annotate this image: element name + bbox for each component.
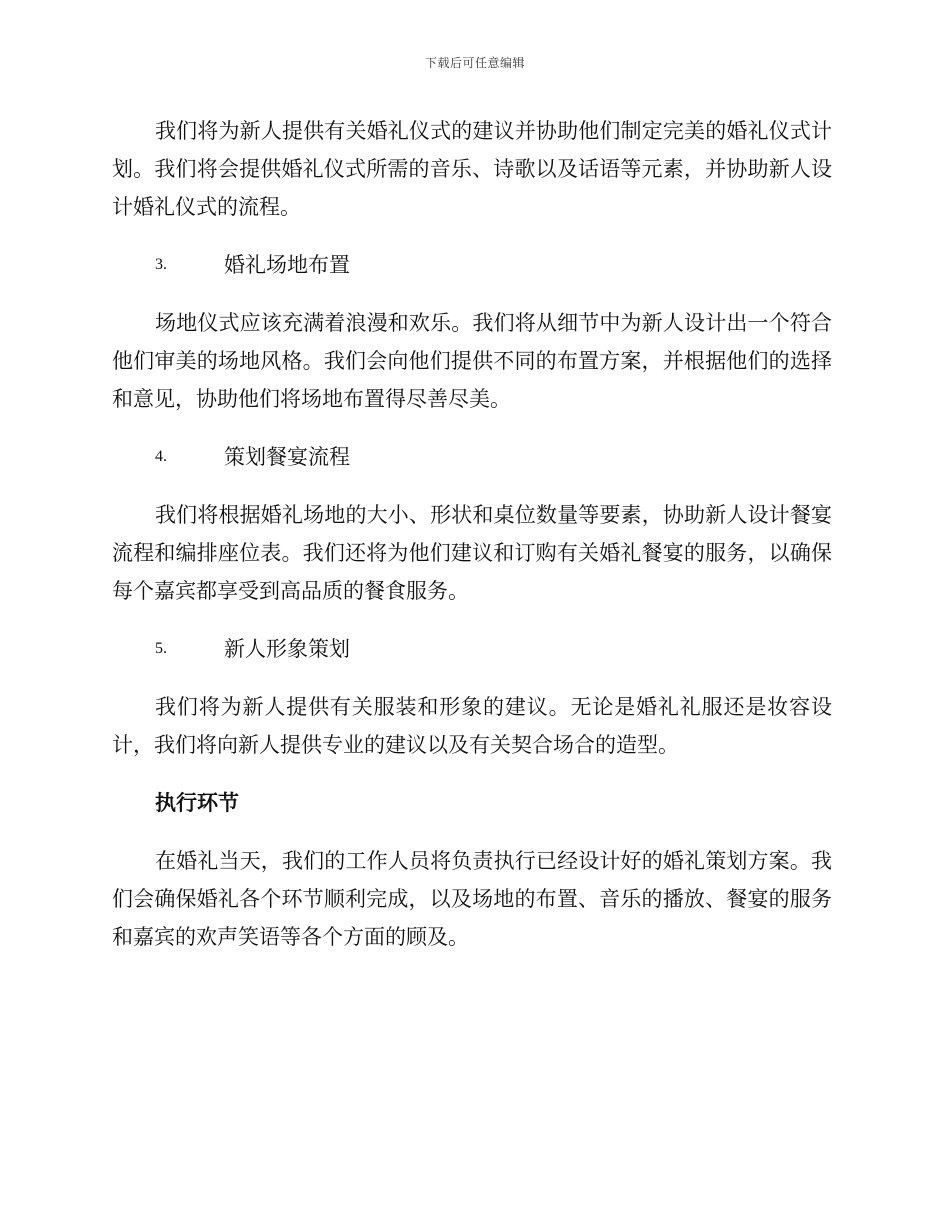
list-number: 4. <box>155 448 167 465</box>
header-note: 下载后可任意编辑 <box>424 56 525 70</box>
paragraph-image: 我们将为新人提供有关服装和形象的建议。无论是婚礼礼服还是妆容设计，我们将向新人提供专业的建议以及有关契合场合的造型。 <box>112 695 832 757</box>
section-title-execution: 执行环节 <box>155 791 239 815</box>
list-heading-text: 策划餐宴流程 <box>224 445 350 469</box>
paragraph-ceremony-plan: 我们将为新人提供有关婚礼仪式的建议并协助他们制定完美的婚礼仪式计划。我们将会提供婚礼仪式所需的音乐、诗歌以及话语等元素，并协助新人设计婚礼仪式的流程。 <box>112 119 832 219</box>
list-heading-text: 新人形象策划 <box>224 637 350 661</box>
document-body <box>112 112 832 956</box>
list-number: 5. <box>155 640 167 657</box>
list-heading-banquet <box>112 438 832 476</box>
list-heading-venue <box>112 246 832 284</box>
list-heading-image <box>112 630 832 668</box>
paragraph-banquet: 我们将根据婚礼场地的大小、形状和桌位数量等要素，协助新人设计餐宴流程和编排座位表。我们还将为他们建议和订购有关婚礼餐宴的服务，以确保每个嘉宾都享受到高品质的餐食服务。 <box>112 503 832 603</box>
paragraph-execution: 在婚礼当天，我们的工作人员将负责执行已经设计好的婚礼策划方案。我们会确保婚礼各个环节顺利完成，以及场地的布置、音乐的播放、餐宴的服务和嘉宾的欢声笑语等各个方面的顾及。 <box>112 849 832 949</box>
list-heading-text: 婚礼场地布置 <box>224 253 350 277</box>
list-number: 3. <box>155 256 167 273</box>
paragraph-venue: 场地仪式应该充满着浪漫和欢乐。我们将从细节中为新人设计出一个符合他们审美的场地风格。我们会向他们提供不同的布置方案，并根据他们的选择和意见，协助他们将场地布置得尽善尽美。 <box>112 311 832 411</box>
